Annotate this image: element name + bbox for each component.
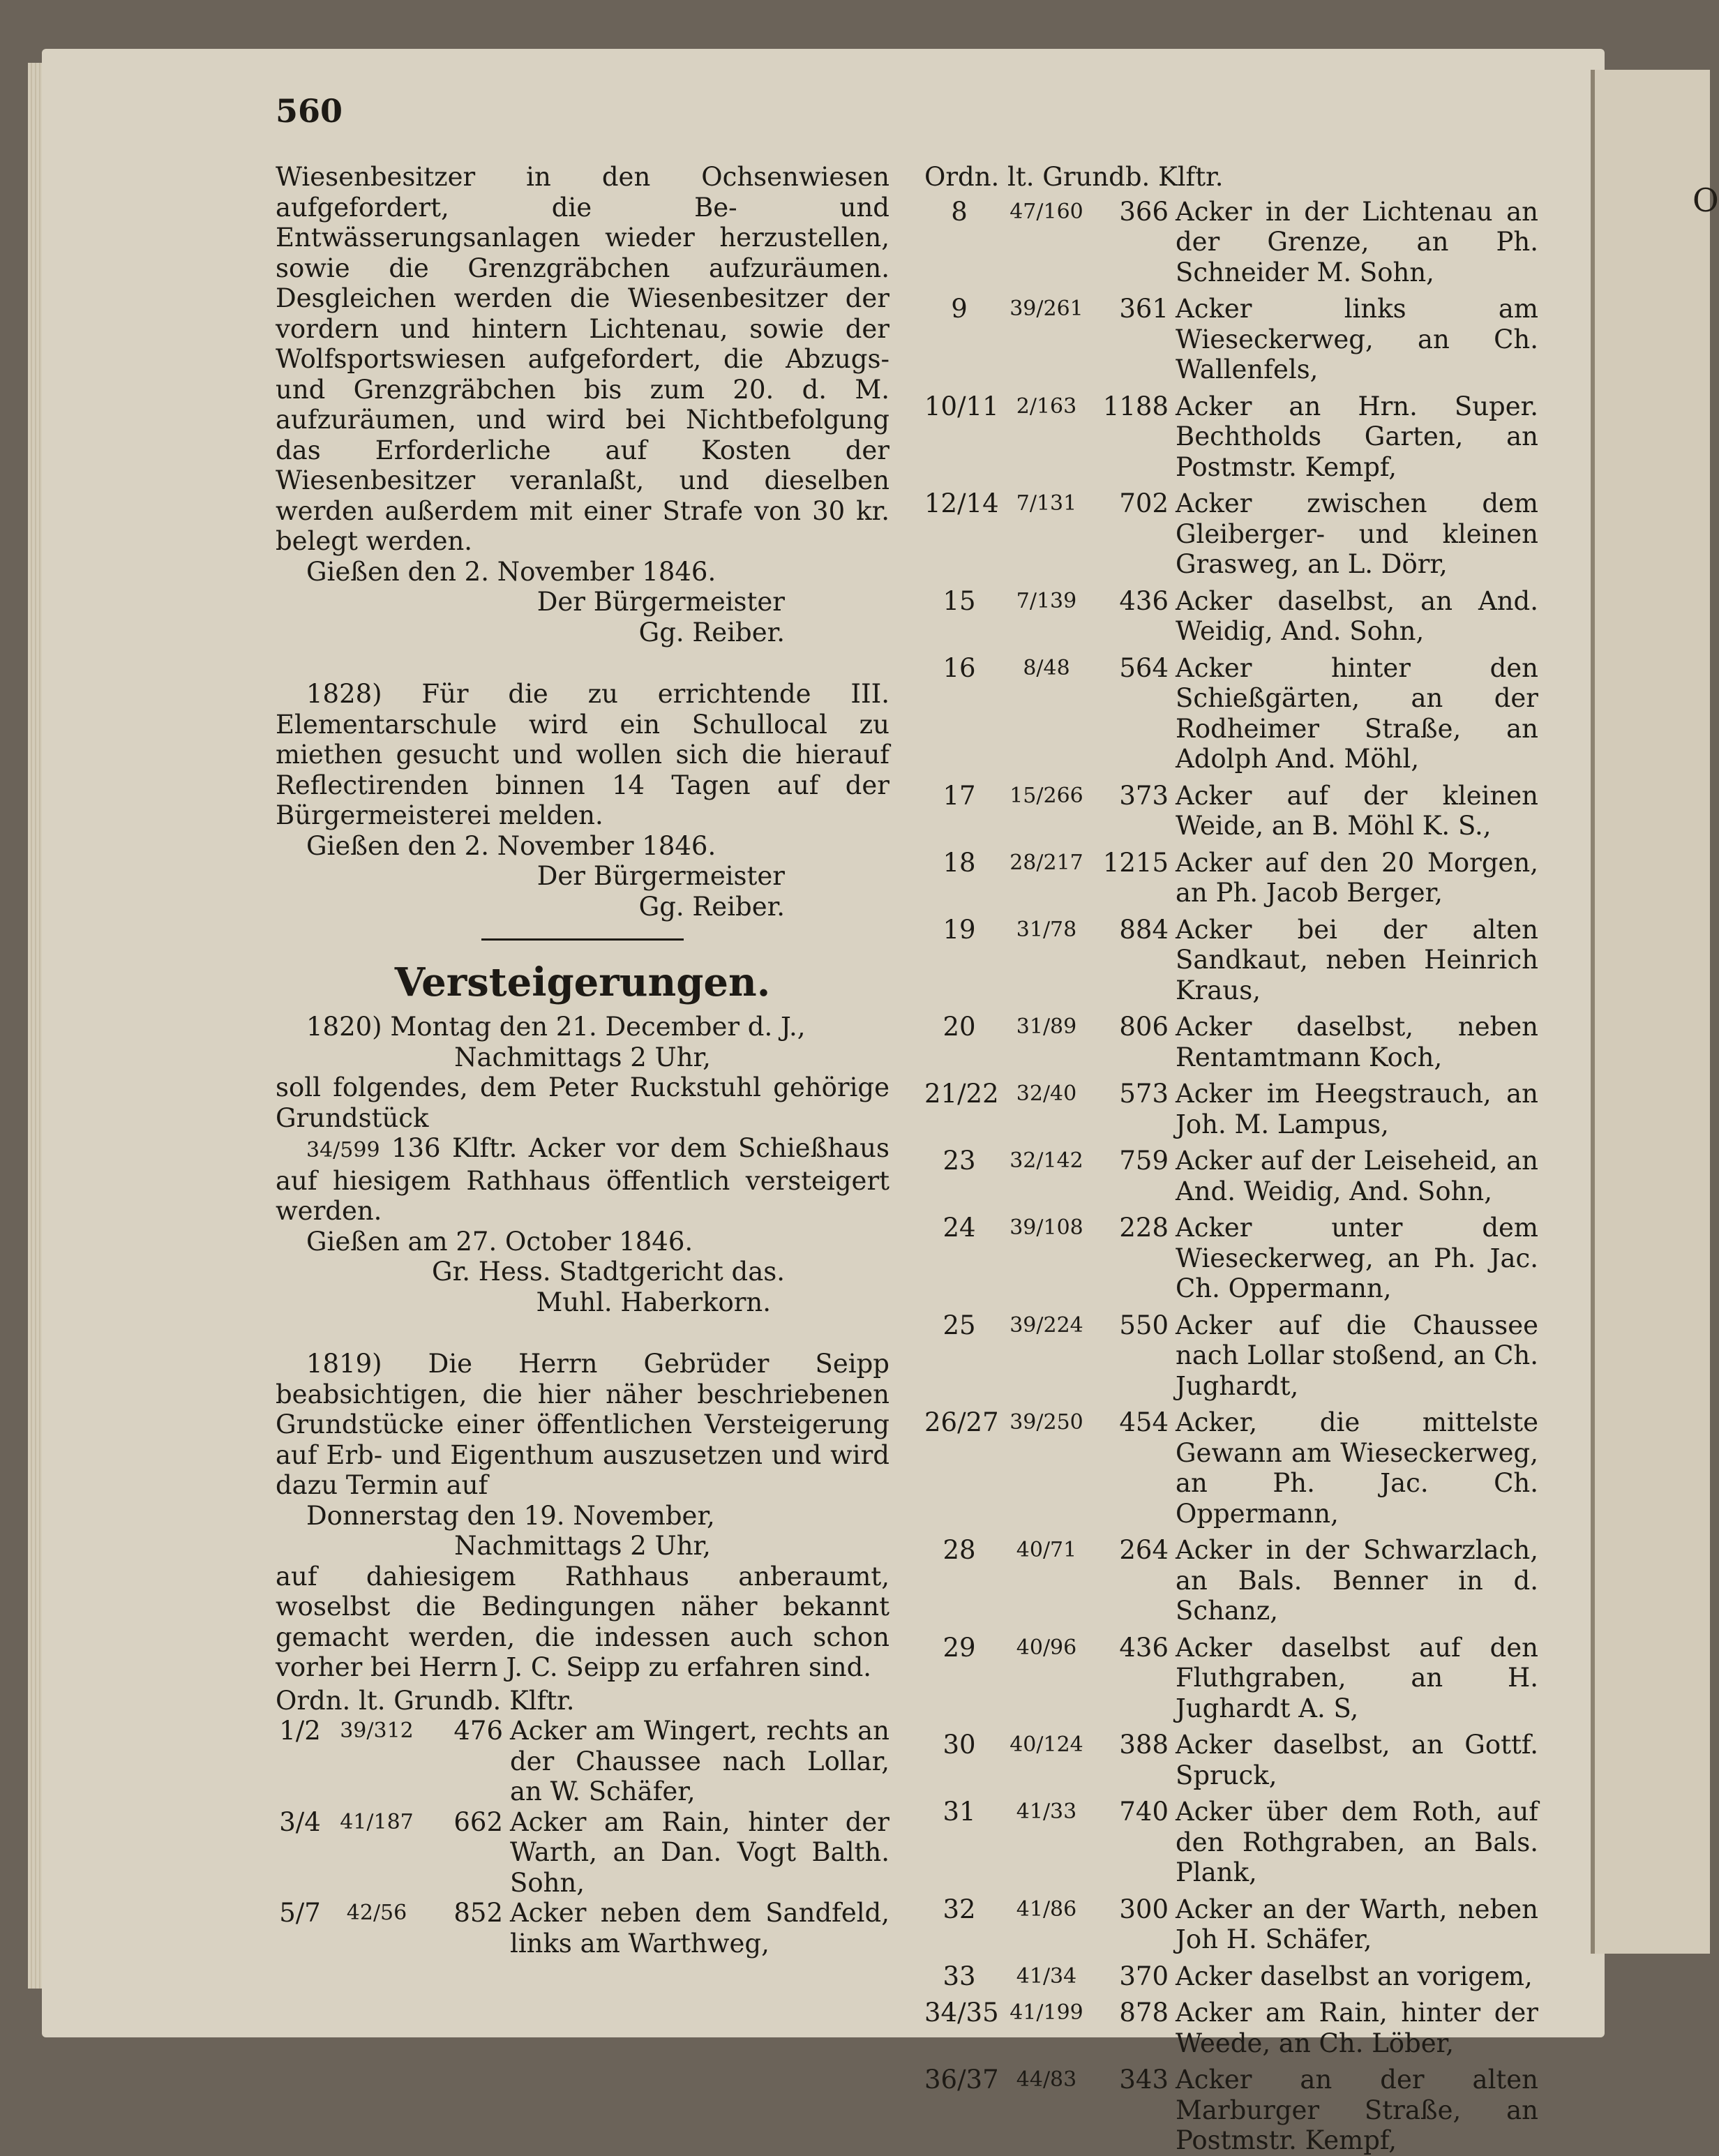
lot-klafter: 343 bbox=[1119, 2065, 1169, 2095]
lot-klafter: 550 bbox=[1119, 1310, 1169, 1340]
lot-description: Acker über dem Roth, auf den Rothgraben, an Bals. Plank, bbox=[1176, 1797, 1538, 1887]
lot-fraction: 39/312 bbox=[340, 1719, 414, 1743]
lot-fraction: 39/108 bbox=[1009, 1215, 1083, 1240]
lot-number: 25 bbox=[943, 1310, 976, 1340]
lot-klafter: 264 bbox=[1119, 1535, 1169, 1565]
lot-row bbox=[276, 1716, 889, 1807]
lot-klafter: 884 bbox=[1119, 914, 1169, 945]
lot-row bbox=[276, 1898, 889, 1959]
lot-number: 19 bbox=[943, 914, 976, 945]
facing-page-edge bbox=[1591, 70, 1719, 1954]
lot-description: Acker in der Lichtenau an der Grenze, an Ph. Schneider M. Sohn, bbox=[1176, 196, 1538, 287]
lot-fraction: 40/96 bbox=[1016, 1635, 1077, 1660]
lot-description: Acker im Heegstrauch, an Joh. M. Lampus, bbox=[1176, 1079, 1538, 1139]
lot-fraction: 32/40 bbox=[1016, 1081, 1077, 1106]
lot-row bbox=[924, 1633, 1538, 1724]
lot-description: Acker neben dem Sandfeld, links am Warthweg, bbox=[510, 1898, 889, 1959]
signature-title: Der Bürgermeister bbox=[536, 587, 785, 617]
lot-number: 20 bbox=[943, 1012, 976, 1042]
place-date: Gießen am 27. October 1846. bbox=[306, 1226, 693, 1257]
lot-klafter: 436 bbox=[1119, 1632, 1169, 1663]
lot-number: 24 bbox=[943, 1213, 976, 1243]
lot-fraction: 39/224 bbox=[1009, 1312, 1083, 1338]
lot-row bbox=[924, 586, 1538, 647]
lot-description: Acker auf der Leiseheid, an And. Weidig, And. Sohn, bbox=[1176, 1146, 1538, 1206]
lot-row bbox=[924, 1730, 1538, 1790]
lot-number: 15 bbox=[943, 585, 976, 616]
lot-klafter: 852 bbox=[453, 1898, 503, 1928]
lot-number: 33 bbox=[943, 1961, 976, 1991]
lot-klafter: 436 bbox=[1119, 585, 1169, 616]
court-name: Gr. Hess. Stadtgericht das. bbox=[432, 1257, 785, 1287]
lot-klafter: 300 bbox=[1119, 1894, 1169, 1924]
lot-row bbox=[924, 1961, 1538, 1992]
lot-row bbox=[924, 915, 1538, 1006]
table-header: Ordn. lt. Grundb. Klftr. bbox=[924, 162, 1224, 192]
lot-klafter: 373 bbox=[1119, 780, 1169, 811]
lot-fraction: 2/163 bbox=[1016, 394, 1077, 419]
lot-number: 5/7 bbox=[279, 1898, 321, 1928]
lot-number: 32 bbox=[943, 1894, 976, 1924]
lot-number: 12/14 bbox=[924, 488, 999, 518]
notice-1820-lot bbox=[276, 1133, 889, 1227]
signature-name: Gg. Reiber. bbox=[638, 617, 785, 647]
notice-1819-body: auf dahiesigem Rathhaus anberaumt, woselbst die Bedingungen näher bekannt gemacht werden, die indessen auch schon vorher bei Herrn J. C. Seipp zu erfahren sind. bbox=[276, 1561, 889, 1682]
court-signatures: Muhl. Haberkorn. bbox=[536, 1287, 771, 1317]
lot-klafter: 228 bbox=[1119, 1213, 1169, 1243]
lot-fraction: 40/124 bbox=[1009, 1732, 1083, 1757]
lot-description: Acker daselbst, neben Rentamtmann Koch, bbox=[1176, 1012, 1538, 1072]
lot-klafter: 366 bbox=[1119, 196, 1169, 227]
lot-description: Acker auf die Chaussee nach Lollar stoßend, an Ch. Jughardt, bbox=[1176, 1310, 1538, 1401]
lot-row bbox=[924, 294, 1538, 385]
lot-description: Acker daselbst, an Gottf. Spruck, bbox=[1176, 1730, 1538, 1790]
lot-klafter: 878 bbox=[1119, 1998, 1169, 2028]
lot-fraction: 39/250 bbox=[1009, 1410, 1083, 1435]
lot-number: 26/27 bbox=[924, 1407, 999, 1437]
lot-text: 136 Klftr. Acker vor dem Schießhaus auf hiesigem Rathhaus öffentlich versteigert werden. bbox=[276, 1133, 889, 1226]
lot-klafter: 662 bbox=[453, 1806, 503, 1837]
lot-number: 17 bbox=[943, 780, 976, 811]
lot-number: 1/2 bbox=[279, 1716, 321, 1746]
lot-description: Acker daselbst an vorigem, bbox=[1176, 1961, 1533, 1991]
notice-1829-continuation: Wiesenbesitzer in den Ochsenwiesen aufgefordert, die Be- und Entwässerungsanlagen wieder herzustellen, sowie die Grenzgräbchen aufzuräumen. Desgleichen werden die Wiesenbesitzer der vordern und hintern Lichtenau, sowie der Wolfsportswiesen aufgefordert, die Abzugs- und Grenzgräbchen bis zum 20. d. M. aufzuräumen, und wird bei Nichtbefolgung das Erforderliche auf Kosten der Wiesenbesitzer veranlaßt, und dieselben werden außerdem mit einer Strafe von 30 kr. belegt werden. bbox=[276, 162, 889, 556]
notice-1828: 1828) Für die zu errichtende III. Elementarschule wird ein Schullocal zu miethen gesucht und wollen sich die hierauf Reflectirenden binnen 14 Tagen auf der Bürgermeisterei melden. bbox=[276, 679, 889, 830]
lot-number: 3/4 bbox=[279, 1806, 321, 1837]
lot-description: Acker unter dem Wieseckerweg, an Ph. Jac. Ch. Oppermann, bbox=[1176, 1213, 1538, 1303]
lot-row bbox=[924, 1213, 1538, 1304]
left-column bbox=[276, 162, 889, 1959]
lot-row bbox=[924, 1894, 1538, 1955]
section-divider bbox=[481, 938, 684, 941]
lot-description: Acker am Wingert, rechts an der Chaussee nach Lollar, an W. Schäfer, bbox=[510, 1716, 889, 1806]
right-column bbox=[924, 162, 1538, 2156]
lot-number: 23 bbox=[943, 1146, 976, 1176]
lot-number: 21/22 bbox=[924, 1079, 999, 1109]
signature-name: Gg. Reiber. bbox=[638, 891, 785, 922]
lot-description: Acker links am Wieseckerweg, an Ch. Wallenfels, bbox=[1176, 294, 1538, 384]
lot-klafter: 740 bbox=[1119, 1797, 1169, 1827]
lot-row bbox=[924, 1407, 1538, 1529]
lot-description: Acker hinter den Schießgärten, an der Rodheimer Straße, an Adolph And. Möhl, bbox=[1176, 652, 1538, 774]
lot-klafter: 388 bbox=[1119, 1730, 1169, 1760]
lot-fraction: 41/33 bbox=[1016, 1799, 1077, 1824]
lot-klafter: 564 bbox=[1119, 652, 1169, 683]
lot-fraction: 32/142 bbox=[1009, 1148, 1083, 1173]
lot-description: Acker an der alten Marburger Straße, an Postmstr. Kempf, bbox=[1176, 2065, 1538, 2155]
lot-number: 28 bbox=[943, 1535, 976, 1565]
lot-fraction: 41/199 bbox=[1009, 2000, 1083, 2025]
lot-number: 36/37 bbox=[924, 2065, 999, 2095]
lot-klafter: 361 bbox=[1119, 294, 1169, 324]
lot-description: Acker daselbst auf den Fluthgraben, an H. Jughardt A. S, bbox=[1176, 1632, 1538, 1723]
lot-number: 8 bbox=[951, 196, 968, 227]
lot-fraction: 31/89 bbox=[1016, 1015, 1077, 1039]
lot-row bbox=[924, 391, 1538, 483]
lot-fraction: 41/34 bbox=[1016, 1963, 1077, 1989]
lot-klafter: 1188 bbox=[1102, 391, 1169, 421]
lot-description: Acker auf der kleinen Weide, an B. Möhl K. S., bbox=[1176, 780, 1538, 841]
lot-row bbox=[924, 1012, 1538, 1072]
lot-number: 16 bbox=[943, 652, 976, 683]
lot-fraction: 42/56 bbox=[346, 1901, 407, 1925]
lot-klafter: 573 bbox=[1119, 1079, 1169, 1109]
lot-klafter: 759 bbox=[1119, 1146, 1169, 1176]
lot-row bbox=[276, 1807, 889, 1899]
notice-1819-date: Donnerstag den 19. November, bbox=[306, 1500, 715, 1531]
lot-row bbox=[924, 197, 1538, 288]
lot-fraction: 31/78 bbox=[1016, 917, 1077, 942]
lot-list bbox=[924, 197, 1538, 2156]
lot-row bbox=[924, 1535, 1538, 1626]
lot-description: Acker bei der alten Sandkaut, neben Heinrich Kraus, bbox=[1176, 914, 1538, 1005]
lot-fraction: 39/261 bbox=[1009, 297, 1083, 321]
lot-row bbox=[924, 1146, 1538, 1206]
lot-list bbox=[276, 1716, 889, 1959]
lot-klafter: 454 bbox=[1119, 1407, 1169, 1437]
lot-description: Acker an Hrn. Super. Bechtholds Garten, an Postmstr. Kempf, bbox=[1176, 391, 1538, 482]
lot-row bbox=[924, 848, 1538, 908]
lot-description: Acker auf den 20 Morgen, an Ph. Jacob Berger, bbox=[1176, 847, 1538, 908]
lot-fraction: 15/266 bbox=[1009, 783, 1083, 808]
lot-row bbox=[924, 653, 1538, 774]
lot-fraction: 44/83 bbox=[1016, 2067, 1077, 2092]
place-date: Gießen den 2. November 1846. bbox=[306, 830, 716, 861]
place-date: Gießen den 2. November 1846. bbox=[306, 556, 716, 587]
notice-1819-time: Nachmittags 2 Uhr, bbox=[454, 1531, 711, 1561]
table-header: Ordn. lt. Grundb. Klftr. bbox=[276, 1685, 575, 1716]
lot-klafter: 370 bbox=[1119, 1961, 1169, 1991]
lot-number: 29 bbox=[943, 1632, 976, 1663]
lot-fraction: 28/217 bbox=[1009, 850, 1083, 875]
lot-fraction: 8/48 bbox=[1023, 655, 1070, 680]
notice-1820-time: Nachmittags 2 Uhr, bbox=[454, 1042, 711, 1072]
lot-fraction: 40/71 bbox=[1016, 1538, 1077, 1562]
section-heading: Versteigerungen. bbox=[394, 959, 771, 1005]
notice-1819-intro: 1819) Die Herrn Gebrüder Seipp beabsichtigen, die hier näher beschriebenen Grundstücke einer öffentlichen Versteigerung auf Erb- und Eigenthum auszusetzen und wird dazu Termin auf bbox=[276, 1349, 889, 1500]
page-number: 560 bbox=[276, 92, 343, 130]
lot-fraction: 7/139 bbox=[1016, 588, 1077, 613]
lot-fraction: 41/187 bbox=[340, 1809, 414, 1834]
lot-description: Acker am Rain, hinter der Weede, an Ch. Löber, bbox=[1176, 1998, 1538, 2058]
lot-number: 34/35 bbox=[924, 1998, 999, 2028]
lot-row bbox=[924, 1998, 1538, 2058]
lot-number: 18 bbox=[943, 847, 976, 878]
lot-fraction: 47/160 bbox=[1009, 199, 1083, 224]
lot-klafter: 806 bbox=[1119, 1012, 1169, 1042]
notice-1820-date: 1820) Montag den 21. December d. J., bbox=[306, 1012, 806, 1042]
lot-row bbox=[924, 1797, 1538, 1888]
lot-fraction: 34/599 bbox=[306, 1138, 380, 1162]
lot-description: Acker zwischen dem Gleiberger- und kleinen Grasweg, an L. Dörr, bbox=[1176, 488, 1538, 579]
lot-row bbox=[924, 488, 1538, 580]
lot-klafter: 702 bbox=[1119, 488, 1169, 518]
lot-klafter: 476 bbox=[453, 1716, 503, 1746]
lot-description: Acker daselbst, an And. Weidig, And. Sohn, bbox=[1176, 585, 1538, 646]
lot-row bbox=[924, 1310, 1538, 1402]
lot-number: 31 bbox=[943, 1797, 976, 1827]
facing-page-fragment: O bbox=[1692, 181, 1719, 219]
lot-fraction: 41/86 bbox=[1016, 1896, 1077, 1922]
lot-row bbox=[924, 1079, 1538, 1139]
lot-fraction: 7/131 bbox=[1016, 491, 1077, 516]
notice-1820-body: soll folgendes, dem Peter Ruckstuhl gehörige Grundstück bbox=[276, 1072, 889, 1133]
lot-description: Acker an der Warth, neben Joh H. Schäfer, bbox=[1176, 1894, 1538, 1954]
lot-description: Acker in der Schwarzlach, an Bals. Benner in d. Schanz, bbox=[1176, 1535, 1538, 1626]
lot-row bbox=[924, 2065, 1538, 2156]
lot-description: Acker, die mittelste Gewann am Wieseckerweg, an Ph. Jac. Ch. Oppermann, bbox=[1176, 1407, 1538, 1529]
signature-title: Der Bürgermeister bbox=[536, 861, 785, 891]
lot-number: 30 bbox=[943, 1730, 976, 1760]
lot-number: 9 bbox=[951, 294, 968, 324]
lot-row bbox=[924, 781, 1538, 841]
lot-klafter: 1215 bbox=[1102, 847, 1169, 878]
lot-number: 10/11 bbox=[924, 391, 999, 421]
lot-description: Acker am Rain, hinter der Warth, an Dan. Vogt Balth. Sohn, bbox=[510, 1806, 889, 1898]
